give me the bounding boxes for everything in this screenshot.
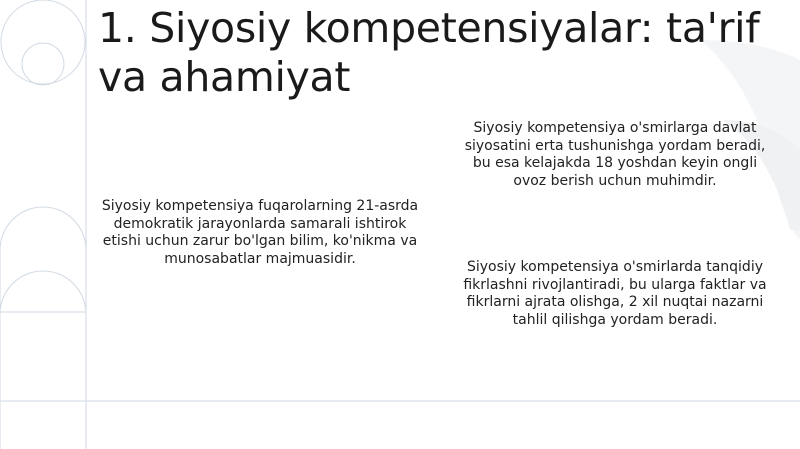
definition-text: Siyosiy kompetensiya fuqarolarning 21-asrda demokratik jarayonlarda samarali ishtirok etishi uchun zarur bo'lgan bilim, ko'nikma va munosabatlar majmuasidir. bbox=[101, 198, 419, 267]
deco-arch-upper bbox=[0, 207, 86, 312]
slide-title: 1. Siyosiy kompetensiyalar: ta'rif va ahamiyat bbox=[98, 4, 760, 101]
policy-understanding-text: Siyosiy kompetensiya o'smirlarga davlat siyosatini erta tushunishga yordam beradi, bu esa kelajakda 18 yoshdan keyin ongli ovoz berish uchun muhimdir. bbox=[464, 120, 766, 189]
deco-circle-small bbox=[22, 43, 64, 85]
deco-circle-large bbox=[1, 0, 85, 84]
deco-arch-lower bbox=[0, 271, 86, 449]
critical-thinking-text: Siyosiy kompetensiya o'smirlarda tanqidiy fikrlashni rivojlantiradi, bu ularga faktlar va fikrlarni ajrata olishga, 2 xil nuqtai nazarni tahlil qilishga yordam beradi. bbox=[463, 259, 767, 328]
